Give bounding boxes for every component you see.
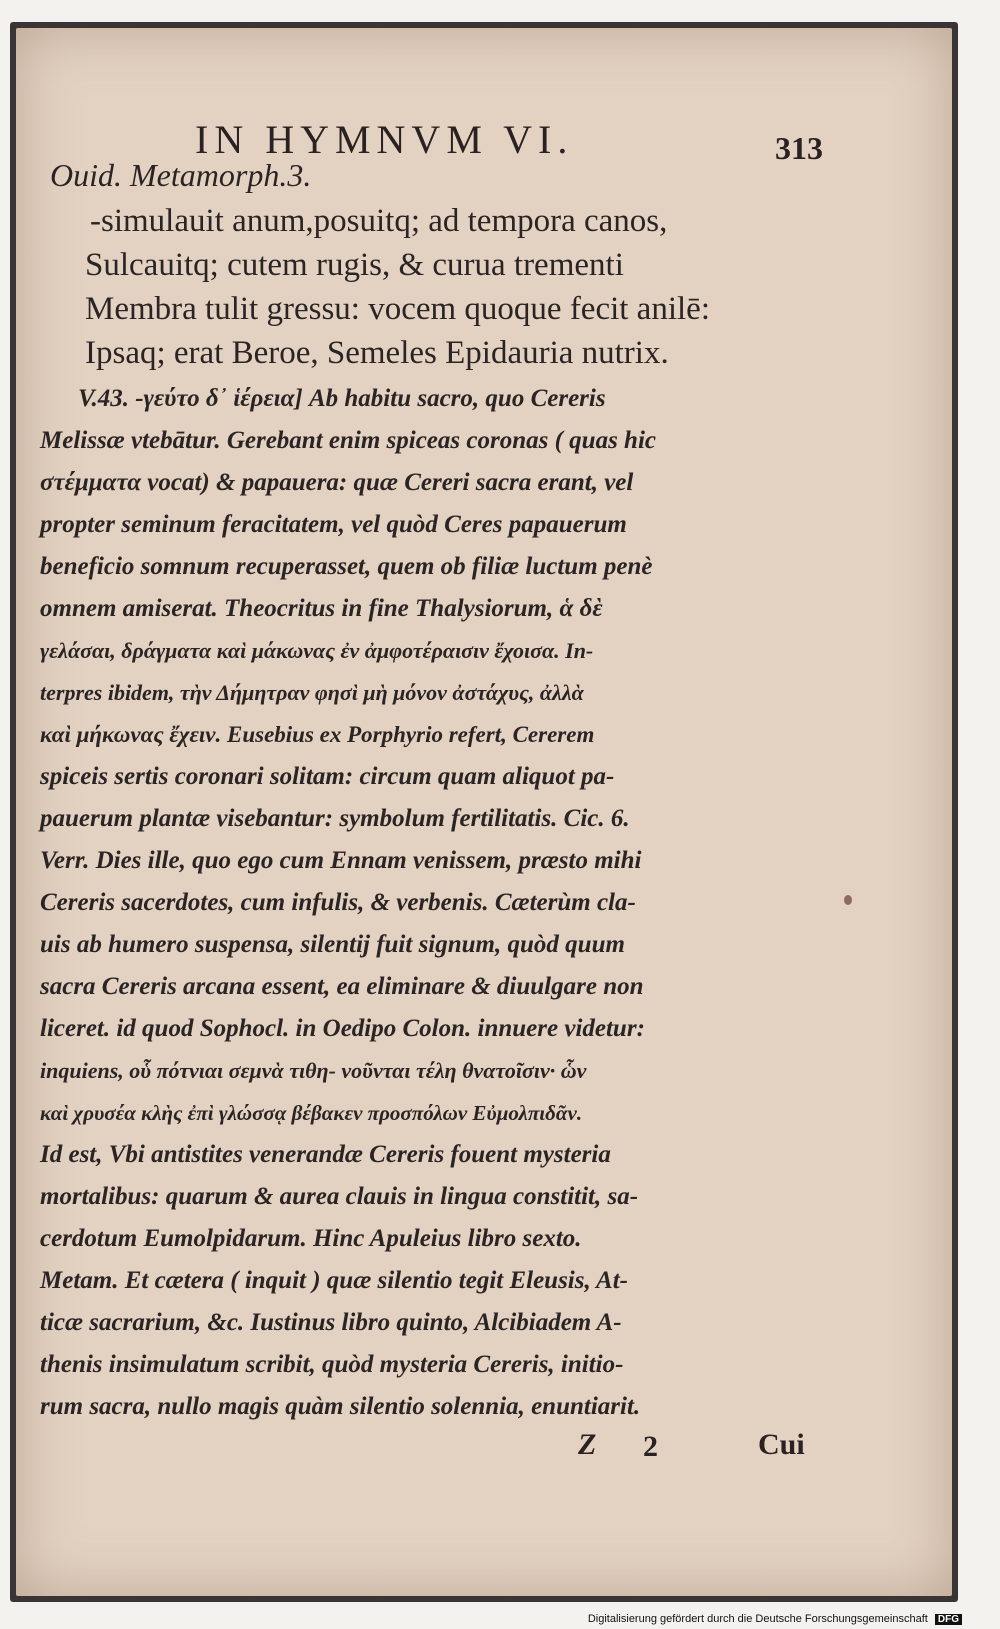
text-line: sacra Cereris arcana essent, ea eliminare & diuulgare non xyxy=(40,973,644,1000)
text-line: Cereris sacerdotes, cum infulis, & verbenis. Cæterùm cla- xyxy=(40,889,636,916)
text-line: Metam. Et cætera ( inquit ) quæ silentio tegit Eleusis, At- xyxy=(40,1267,629,1294)
text-line: καὶ χρυσέα κλὴς ἐπὶ γλώσσᾳ βέβακεν προσπόλων Εὐμολπιδᾶν. xyxy=(40,1101,583,1125)
text-line: καὶ μήκωνας ἔχειν. Eusebius ex Porphyrio refert, Cererem xyxy=(40,722,595,747)
text-line: omnem amiserat. Theocritus in fine Thalysiorum, ἁ δὲ xyxy=(40,595,603,622)
credit-text: Digitalisierung gefördert durch die Deutsche Forschungsgemeinschaft xyxy=(587,1613,928,1625)
text-line: uis ab humero suspensa, silentij fuit signum, quòd quum xyxy=(40,931,625,958)
running-title: IN HYMNVM VI. xyxy=(195,117,574,162)
catchword: Cui xyxy=(758,1428,805,1461)
text-line: Melissæ vtebātur. Gerebant enim spiceas coronas ( quas hic xyxy=(40,427,656,454)
dfg-logo: DFG xyxy=(935,1614,962,1625)
text-line: rum sacra, nullo magis quàm silentio solennia, enuntiarit. xyxy=(40,1393,641,1420)
text-line: beneficio somnum recuperasset, quem ob filiæ luctum penè xyxy=(40,553,653,580)
text-line: Id est, Vbi antistites venerandæ Cereris fouent mysteria xyxy=(40,1141,611,1168)
text-line: inquiens, οὗ πότνιαι σεμνὰ τιθη- νοῦνται τέλη θνατοῖσιν· ὧν xyxy=(40,1058,587,1083)
ink-spot xyxy=(844,895,852,905)
text-line: cerdotum Eumolpidarum. Hinc Apuleius libro sexto. xyxy=(40,1225,582,1252)
text-line: thenis insimulatum scribit, quòd mysteria Cereris, initio- xyxy=(40,1351,624,1378)
text-line: spiceis sertis coronari solitam: circum quam aliquot pa- xyxy=(40,763,615,790)
text-line: ticæ sacrarium, &c. Iustinus libro quinto, Alcibiadem A- xyxy=(40,1309,622,1336)
text-line: στέμματα vocat) & papauera: quæ Cereri sacra erant, vel xyxy=(40,469,634,496)
text-line: -simulauit anum,posuitq; ad tempora canos, xyxy=(90,203,668,239)
text-line: V.43. -γεύτο δ᾽ ἱέρεια] Ab habitu sacro, quo Cereris xyxy=(78,385,606,412)
text-line: γελάσαι, δράγματα καὶ μάκωνας ἐν ἀμφοτέραισιν ἔχοισα. In- xyxy=(40,638,594,663)
signature-mark: Z xyxy=(578,1428,597,1461)
text-line: terpres ibidem, τὴν Δήμητραν φησὶ μὴ μόνον ἀστάχυς, ἀλλὰ xyxy=(40,680,584,705)
text-line: mortalibus: quarum & aurea clauis in lingua constitit, sa- xyxy=(40,1183,639,1210)
signature-number: 2 xyxy=(643,1430,658,1463)
page-number: 313 xyxy=(775,130,823,166)
text-line: pauerum plantæ visebantur: symbolum fertilitatis. Cic. 6. xyxy=(40,805,630,832)
text-line: Ouid. Metamorph.3. xyxy=(50,157,312,193)
digitization-credit xyxy=(588,1613,962,1625)
text-line: Verr. Dies ille, quo ego cum Ennam venissem, præsto mihi xyxy=(40,847,642,874)
text-line: Membra tulit gressu: vocem quoque fecit anilē: xyxy=(85,291,710,327)
text-line: propter seminum feracitatem, vel quòd Ceres papauerum xyxy=(40,511,627,538)
text-line: liceret. id quod Sophocl. in Oedipo Colon. innuere videtur: xyxy=(40,1015,645,1042)
text-line: Ipsaq; erat Beroe, Semeles Epidauria nutrix. xyxy=(85,335,669,371)
text-line: Sulcauitq; cutem rugis, & curua trementi xyxy=(85,247,624,283)
